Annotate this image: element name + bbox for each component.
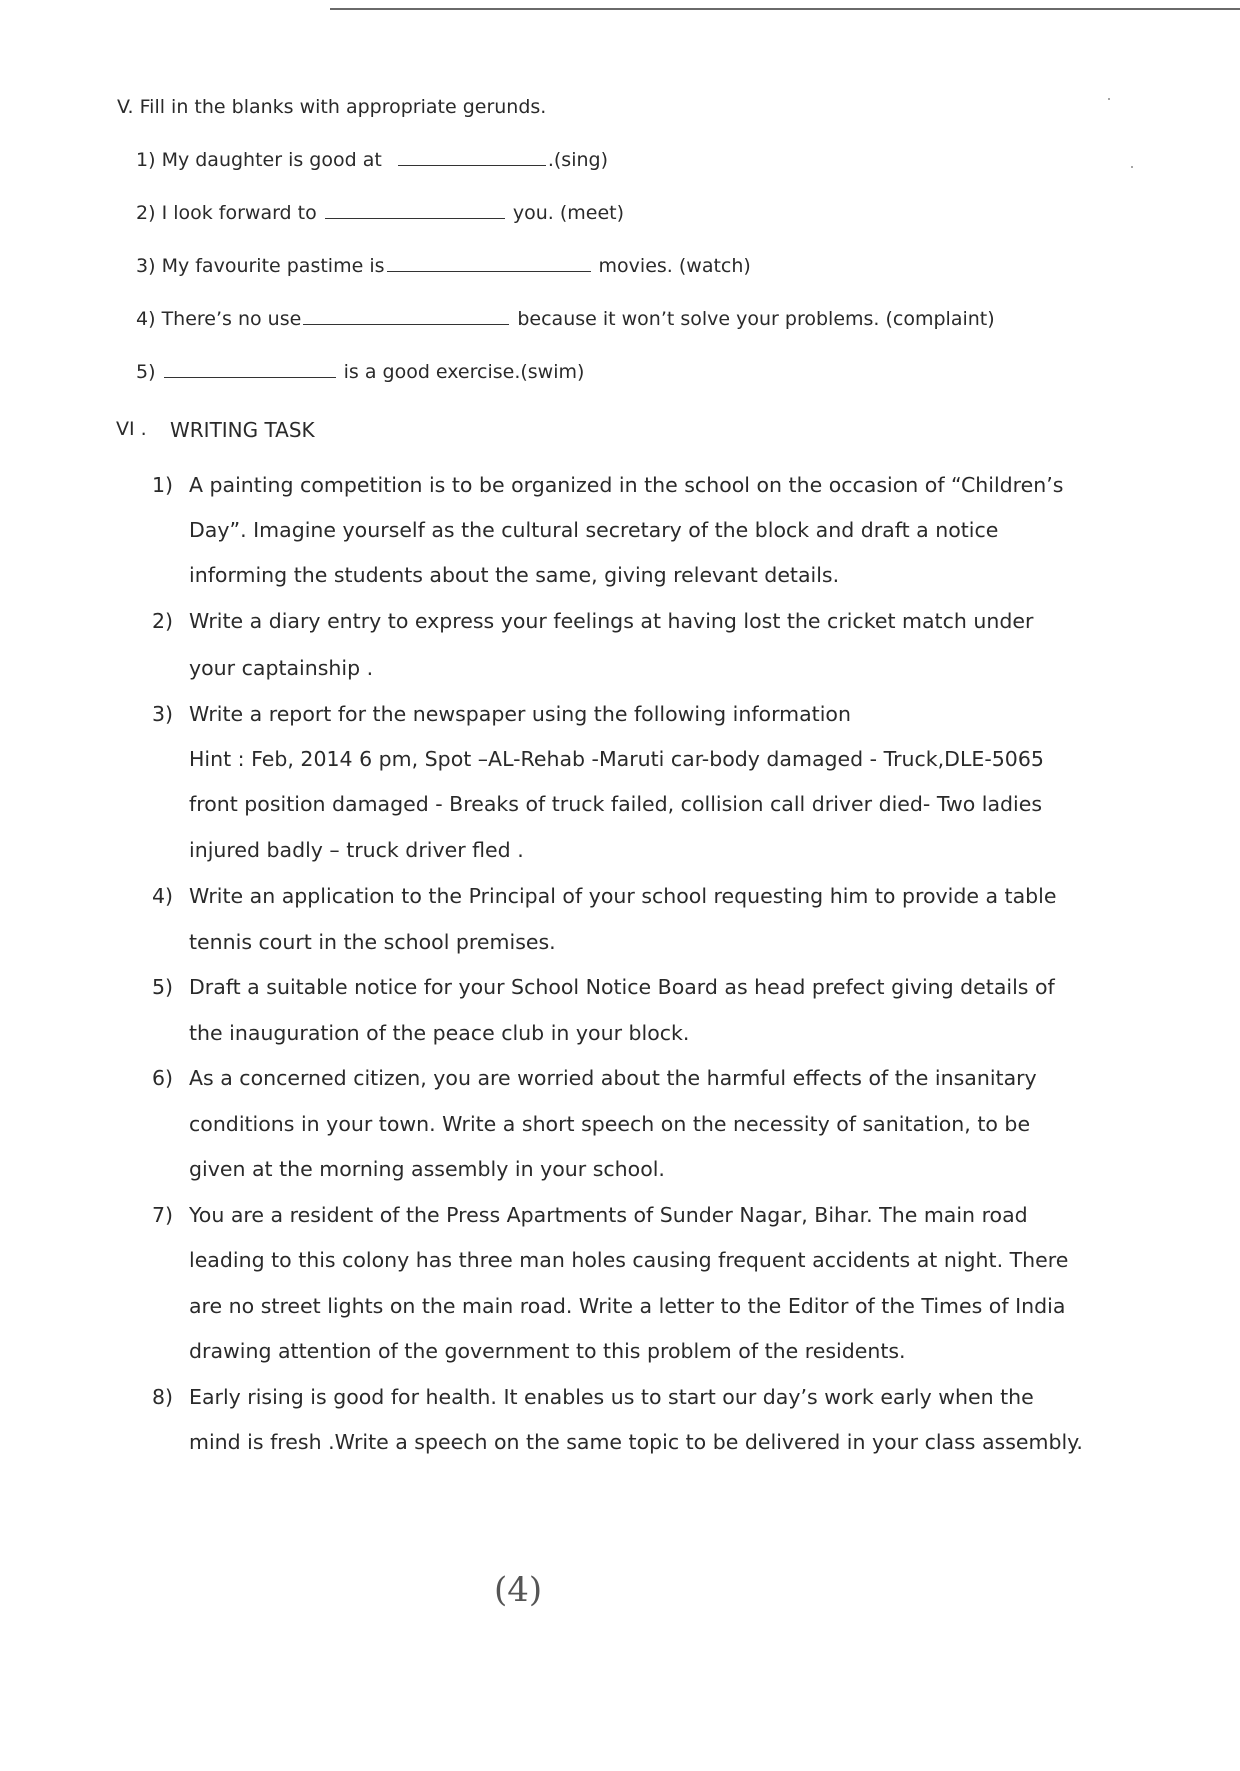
task-6-line: As a concerned citizen, you are worried about the harmful effects of the insanitary <box>189 1066 1037 1090</box>
task-number: 7) <box>152 1203 174 1227</box>
task-6-line: conditions in your town. Write a short speech on the necessity of sanitation, to be <box>189 1112 1031 1136</box>
answer-blank[interactable] <box>398 164 546 166</box>
task-7-line: are no street lights on the main road. Write a letter to the Editor of the Times of India <box>189 1294 1066 1318</box>
item-number: 1) <box>136 149 156 171</box>
answer-blank[interactable] <box>303 323 509 325</box>
task-4-line: tennis court in the school premises. <box>189 930 556 954</box>
task-1-line: A painting competition is to be organized in the school on the occasion of “Children’s <box>189 473 1064 497</box>
task-3-line: injured badly – truck driver fled . <box>189 838 524 862</box>
task-3-line: Write a report for the newspaper using the following information <box>189 702 851 726</box>
item-text-after: is a good exercise.(swim) <box>343 361 585 383</box>
fill-blank-item-5 <box>136 361 584 383</box>
answer-blank[interactable] <box>387 270 591 272</box>
item-text-after: movies. (watch) <box>598 255 751 277</box>
task-number: 8) <box>152 1385 174 1409</box>
item-text-before: My daughter is good at <box>161 149 382 171</box>
task-number: 4) <box>152 884 174 908</box>
task-8-line: mind is fresh .Write a speech on the same topic to be delivered in your class assembly. <box>189 1430 1083 1454</box>
task-number: 6) <box>152 1066 174 1090</box>
section-6-title: WRITING TASK <box>170 418 315 442</box>
top-scan-border <box>330 0 1240 10</box>
section-6-roman: VI . <box>116 418 147 440</box>
scan-speck <box>1131 166 1133 168</box>
task-3-line: front position damaged - Breaks of truck failed, collision call driver died- Two ladies <box>189 792 1043 816</box>
item-text-after: because it won’t solve your problems. (complaint) <box>517 308 995 330</box>
task-1-line: informing the students about the same, giving relevant details. <box>189 563 840 587</box>
fill-blank-item-4 <box>136 308 995 330</box>
section-5-heading: V. Fill in the blanks with appropriate gerunds. <box>117 96 547 118</box>
item-text-after: .(sing) <box>547 149 609 171</box>
item-text-before: There’s no use <box>161 308 302 330</box>
task-6-line: given at the morning assembly in your school. <box>189 1157 665 1181</box>
task-8-line: Early rising is good for health. It enables us to start our day’s work early when the <box>189 1385 1034 1409</box>
task-2-line: your captainship . <box>189 656 374 680</box>
task-7-line: drawing attention of the government to this problem of the residents. <box>189 1339 906 1363</box>
task-1-line: Day”. Imagine yourself as the cultural secretary of the block and draft a notice <box>189 518 999 542</box>
task-number: 3) <box>152 702 174 726</box>
item-number: 3) <box>136 255 156 277</box>
task-2-line: Write a diary entry to express your feelings at having lost the cricket match under <box>189 609 1034 633</box>
fill-blank-item-1 <box>136 149 608 171</box>
scan-speck <box>1108 98 1110 100</box>
task-7-line: leading to this colony has three man holes causing frequent accidents at night. There <box>189 1248 1069 1272</box>
task-number: 5) <box>152 975 174 999</box>
item-number: 2) <box>136 202 156 224</box>
task-7-line: You are a resident of the Press Apartments of Sunder Nagar, Bihar. The main road <box>189 1203 1028 1227</box>
fill-blank-item-2 <box>136 202 624 224</box>
fill-blank-item-3 <box>136 255 751 277</box>
item-text-before: I look forward to <box>161 202 317 224</box>
answer-blank[interactable] <box>164 376 336 378</box>
item-text-after: you. (meet) <box>512 202 624 224</box>
task-5-line: Draft a suitable notice for your School Notice Board as head prefect giving details of <box>189 975 1055 999</box>
item-text-before: My favourite pastime is <box>161 255 385 277</box>
answer-blank[interactable] <box>325 217 505 219</box>
task-5-line: the inauguration of the peace club in your block. <box>189 1021 690 1045</box>
item-number: 5) <box>136 361 156 383</box>
item-number: 4) <box>136 308 156 330</box>
task-4-line: Write an application to the Principal of your school requesting him to provide a table <box>189 884 1057 908</box>
page-number: (4) <box>494 1570 543 1610</box>
task-number: 1) <box>152 473 174 497</box>
task-3-line: Hint : Feb, 2014 6 pm, Spot –AL-Rehab -Maruti car-body damaged - Truck,DLE-5065 <box>189 747 1044 771</box>
task-number: 2) <box>152 609 174 633</box>
